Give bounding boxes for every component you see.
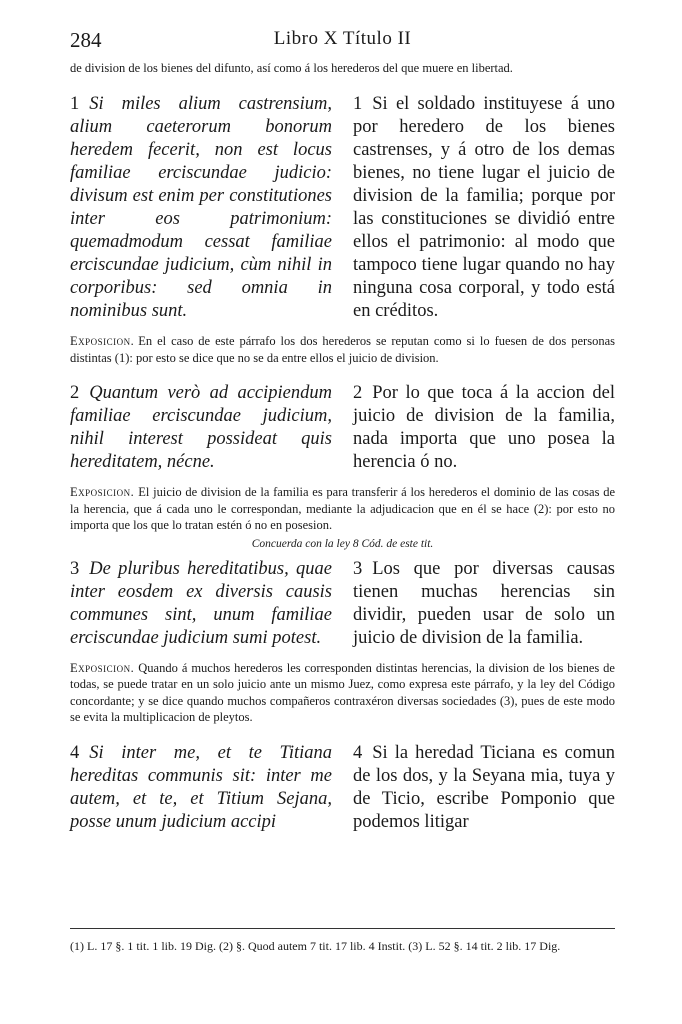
- page-number: 284: [70, 28, 102, 52]
- exposicion-label: Exposicion.: [70, 334, 135, 348]
- spanish-text: [353, 382, 615, 474]
- section-1: [70, 93, 615, 323]
- exposicion-body: Quando á muchos herederos les corresponden distintas herencias, la division de los bienes de todas, se puede tratar en un solo juicio ante un mismo Juez, como expresa este párrafo, y la ley del Código concordante; y se dice quando muchos compañeros contraxéron diversas sociedades (3), pues de este modo se evita la multiplicacion de pleytos.: [70, 660, 615, 724]
- continuation-text: de division de los bienes del difunto, así como á los herederos del que muere en libertad.: [70, 61, 513, 75]
- exposicion-body: El juicio de division de la familia es para transferir á los herederos el dominio de las cosas de la herencia, que á cada uno le correspondan, mediante la adjudicacion que en él se hace (2): por esto no importa que los que lo tratan estén ó no en posesion.: [70, 485, 615, 532]
- latin-body: Quantum verò ad accipiendum familiae erciscundae judicium, nihil interest possideat quis hereditatem, nécne.: [70, 383, 332, 472]
- footnotes: (1) L. 17 §. 1 tit. 1 lib. 19 Dig. (2) §. Quod autem 7 tit. 17 lib. 4 Instit. (3) L. 52 §. 14 tit. 2 lib. 17 Dig.: [70, 939, 561, 953]
- concuerda-note: Concuerda con la ley 8 Cód. de este tit.: [251, 537, 434, 550]
- latin-text: [70, 742, 332, 834]
- footnote-divider: [70, 928, 615, 929]
- section-number: 4: [70, 742, 80, 763]
- spanish-body: Si el soldado instituyese á uno por heredero de los bienes castrenses, y á otro de los demas bienes, no tiene lugar el juicio de division de la familia; porque por las constituciones se dividió entre ellos el patrimonio: al modo que tampoco tiene lugar quando no hay ninguna cosa corporal, y todo está en créditos.: [353, 94, 615, 321]
- section-number: 2: [70, 383, 80, 403]
- section-number: 1: [353, 94, 363, 114]
- section-number: 4: [353, 742, 363, 763]
- spanish-body: Los que por diversas causas tienen muchas herencias sin dividir, pueden usar de solo un juicio de division de la familia.: [353, 558, 615, 648]
- exposicion: [70, 660, 615, 726]
- section-number: 2: [353, 383, 363, 403]
- latin-text: [70, 558, 332, 650]
- latin-body: Si inter me, et te Titiana hereditas communis sit: inter me autem, et te, et Titium Sejana, posse unum judicium accipi: [70, 742, 332, 832]
- spanish-body: Por lo que toca á la accion del juicio de division de la familia, nada importa que uno posea la herencia ó no.: [353, 383, 615, 472]
- section-3: [70, 558, 615, 650]
- spanish-body: Si la heredad Ticiana es comun de los dos, y la Seyana mia, tuya y de Ticio, escribe Pomponio que podemos litigar: [353, 742, 615, 832]
- latin-text: [70, 382, 332, 474]
- page-header: [70, 22, 615, 50]
- latin-body: De pluribus hereditatibus, quae inter eosdem ex diversis causis communes sint, unum familiae erciscundae judicium sumi potest.: [70, 558, 332, 648]
- latin-text: [70, 93, 332, 323]
- exposicion: [70, 333, 615, 366]
- section-number: 3: [70, 558, 80, 579]
- exposicion-label: Exposicion.: [70, 660, 135, 675]
- page: [70, 22, 615, 834]
- section-number: 1: [70, 94, 80, 114]
- section-number: 3: [353, 558, 363, 579]
- exposicion-label: Exposicion.: [70, 485, 135, 499]
- latin-body: Si miles alium castrensium, alium caeterorum bonorum heredem fecerit, non est locus familiae erciscundae judicio: divisum est enim per constitutiones inter eos patrimonium: quemadmodum cessat familiae erciscundae judicium, cùm nihil in corporibus: sed omnia in nominibus sunt.: [70, 94, 332, 321]
- spanish-text: [353, 558, 615, 650]
- section-2: [70, 382, 615, 474]
- exposicion: [70, 484, 615, 534]
- exposicion-body: En el caso de este párrafo los dos herederos se reputan como si lo fuesen de dos personas distintas (1): por esto se dice que no se da entre ellos el juicio de division.: [70, 334, 615, 365]
- spanish-text: [353, 742, 615, 834]
- spanish-text: [353, 93, 615, 323]
- running-title: Libro X Título II: [273, 28, 412, 49]
- section-4: [70, 742, 615, 834]
